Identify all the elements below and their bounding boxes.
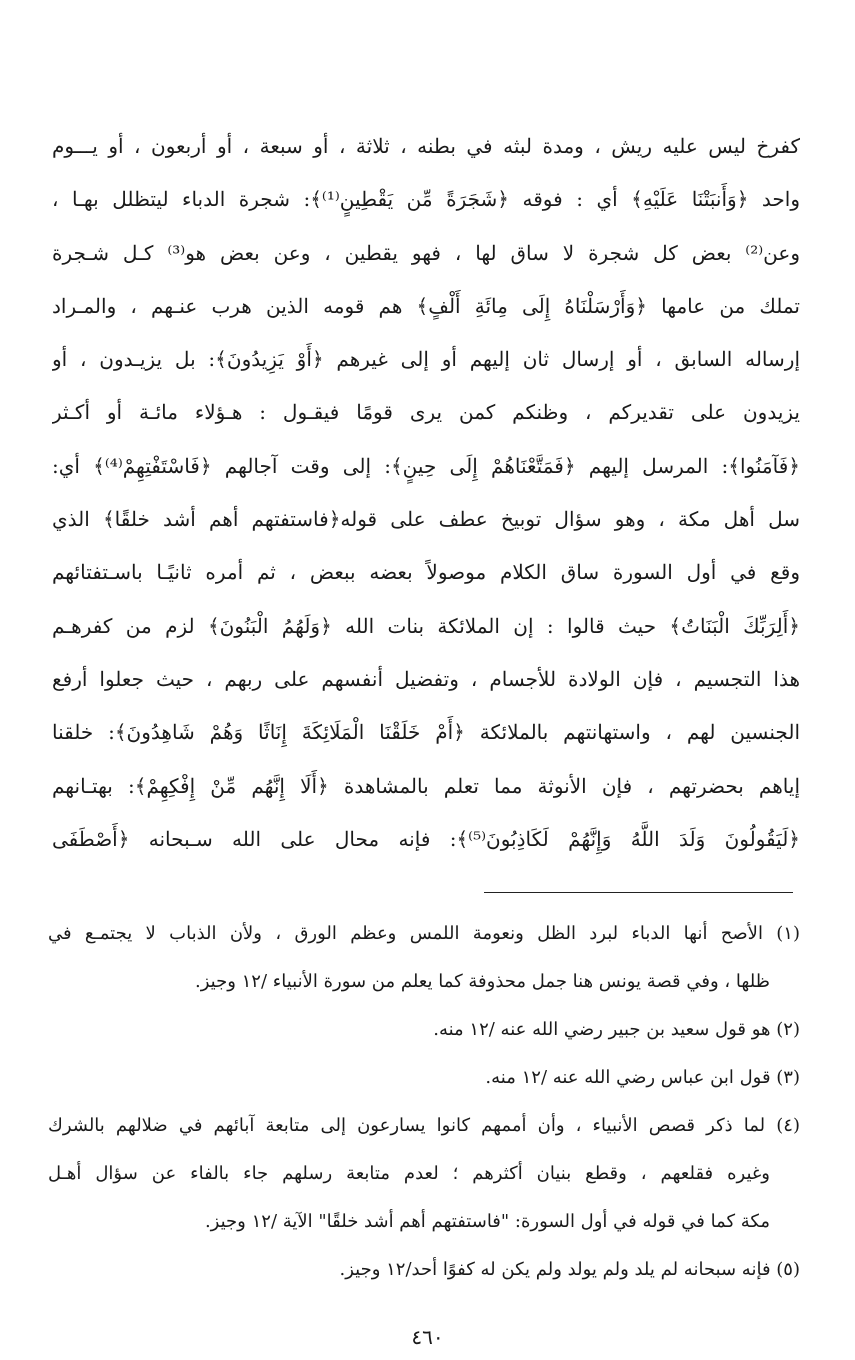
text-line: وقع في أول السورة ساق الكلام موصولاً بعضه ببعض ، ثم أمره ثانيًـا باسـتفتائهم	[52, 560, 800, 585]
footnote-line: وغيره فقلعهم ، وقطع بنيان أكثرهم ؛ لعدم متابعة رسلهم جاء بالفاء عن سؤال أهـل	[48, 1163, 770, 1184]
footnote-line: (٥) فإنه سبحانه لم يلد ولم يولد ولم يكن له كفوًا أحد/١٢ وجيز.	[339, 1259, 800, 1280]
footnote-line: (١) الأصح أنها الدباء لبرد الظل ونعومة اللمس وعظم الورق ، ولأن الذباب لا يجتمـع في	[48, 923, 800, 944]
text-line: كفرخ ليس عليه ريش ، ومدة لبثه في بطنه ، ثلاثة ، أو سبعة ، أو أربعون ، أو يـــوم	[52, 134, 800, 158]
text-line: ﴿أَلِرَبِّكَ الْبَنَاتُ﴾ حيث قالوا : إن الملائكة بنات الله ﴿وَلَهُمُ الْبَنُونَ﴾ لزم من كفرهـم	[52, 613, 800, 638]
footnotes	[48, 910, 800, 1294]
text-line: الجنسين لهم ، واستهانتهم بالملائكة ﴿أَمْ خَلَقْنَا الْمَلَائِكَةَ إِنَاثًا وَهُمْ شَاهِدُونَ﴾: خلقنا	[52, 720, 800, 745]
text-line: ﴿فَآمَنُوا﴾: المرسل إليهم ﴿فَمَتَّعْنَاهُمْ إِلَى حِينٍ﴾: إلى وقت آجالهم ﴿فَاسْتَفْتِهِمْ⁽⁴⁾﴾ أي:	[52, 453, 800, 478]
text-line: وعن⁽²⁾ بعض كل شجرة لا ساق لها ، فهو يقطين ، وعن بعض هو⁽³⁾ كـل شـجرة	[52, 240, 800, 265]
footnote-line: (٢) هو قول سعيد بن جبير رضي الله عنه /١٢ منه.	[433, 1019, 800, 1040]
footnote-line: (٤) لما ذكر قصص الأنبياء ، وأن أممهم كانوا يسارعون إلى متابعة آبائهم في ضلالهم بالشرك	[48, 1115, 800, 1136]
footnote-line: مكة كما في قوله في أول السورة: "فاستفتهم أهم أشد خلقًا" الآية /١٢ وجيز.	[204, 1211, 770, 1232]
footnote-line: (٣) قول ابن عباس رضي الله عنه /١٢ منه.	[485, 1067, 800, 1088]
text-line: تملك من عامها ﴿وَأَرْسَلْنَاهُ إِلَى مِائَةِ أَلْفٍ﴾ هم قومه الذين هرب عنـهم ، والمـراد	[52, 293, 800, 318]
text-line: سل أهل مكة ، وهو سؤال توبيخ عطف على قوله﴿فاستفتهم أهم أشد خلقًا﴾ الذي	[52, 507, 800, 532]
text-line: يزيدون على تقديركم ، وظنكم كمن يرى قومًا فيقـول : هـؤلاء مائـة أو أكـثر	[52, 400, 800, 425]
footnote-line: ظلها ، وفي قصة يونس هنا جمل محذوفة كما يعلم من سورة الأنبياء /١٢ وجيز.	[195, 971, 770, 992]
text-line: إرساله السابق ، أو إرسال ثان إليهم أو إلى غيرهم ﴿أَوْ يَزِيدُونَ﴾: بل يزيـدون ، أو	[52, 347, 800, 372]
text-line: هذا التجسيم ، فإن الولادة للأجسام ، وتفضيل أنفسهم على ربهم ، حيث جعلوا أرفع	[52, 666, 800, 691]
text-line: ﴿لَيَقُولُونَ وَلَدَ اللَّهُ وَإِنَّهُمْ لَكَاذِبُونَ⁽⁵⁾﴾: فإنه محال على الله سـبحانه ﴿أَصْطَفَى	[52, 826, 800, 851]
text-line: واحد ﴿وَأَنبَتْنَا عَلَيْهِ﴾ أي : فوقه ﴿شَجَرَةً مِّن يَقْطِينٍ⁽¹⁾﴾: شجرة الدباء ليتظلل بهـا ،	[52, 187, 800, 212]
main-text	[52, 120, 800, 866]
page-number: ٤٦٠	[411, 1325, 444, 1349]
text-line: إياهم بحضرتهم ، فإن الأنوثة مما تعلم بالمشاهدة ﴿أَلَا إِنَّهُم مِّنْ إِفْكِهِمْ﴾: بهتـانهم	[52, 773, 800, 798]
footnote-separator	[484, 892, 793, 893]
